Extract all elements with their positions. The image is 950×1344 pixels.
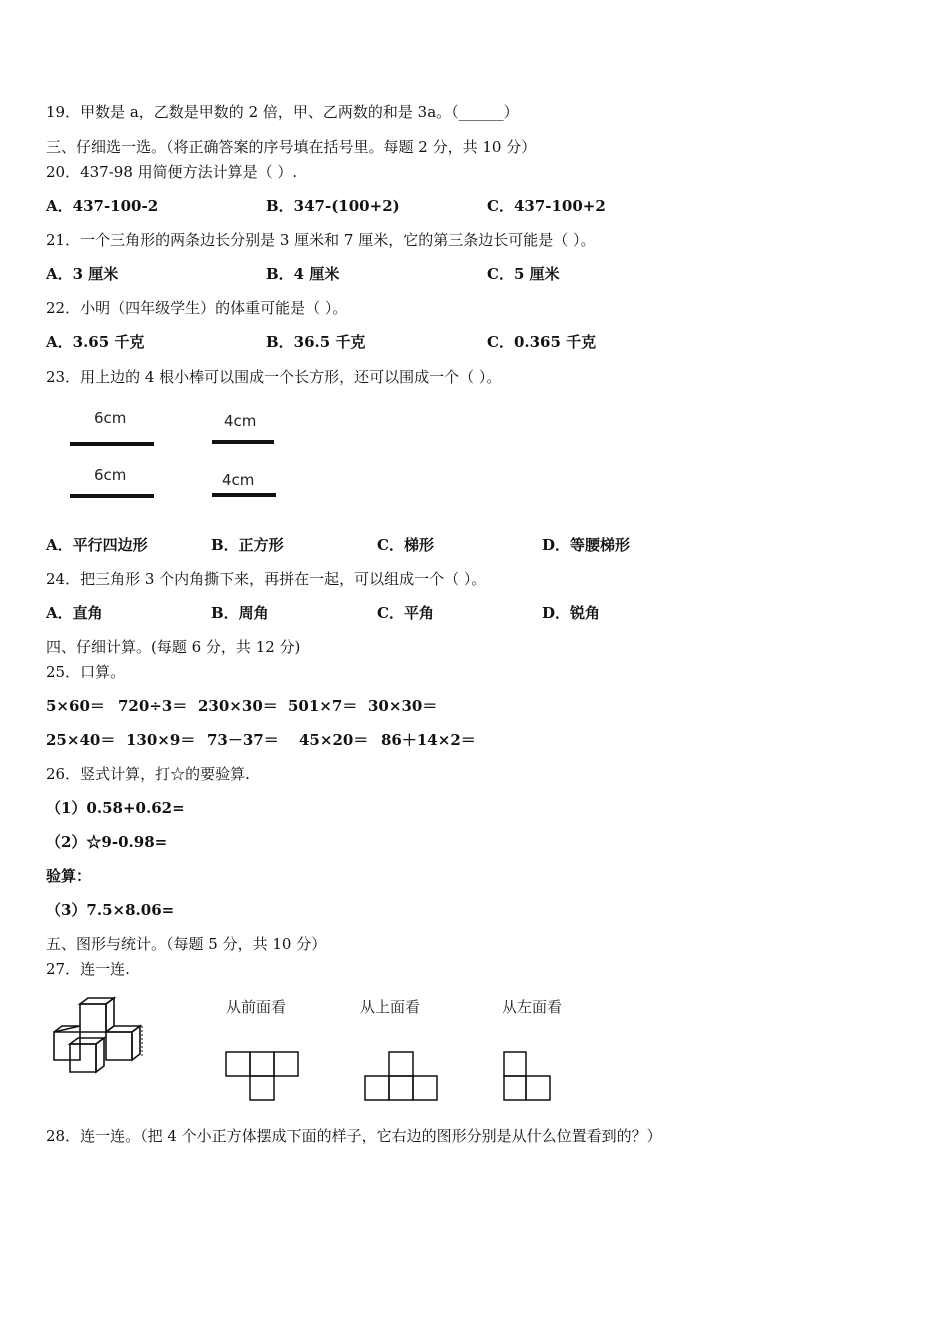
stick-label-4cm-bottom: 4cm [222, 471, 255, 489]
calc-item: 30×30＝ [368, 697, 438, 715]
view-label-top: 从上面看 [360, 998, 421, 1016]
q22-option-b: B．36.5 千克 [266, 333, 366, 351]
q20-option-c: C．437-100+2 [487, 197, 606, 215]
question-28: 28．连一连。（把 4 个小正方体摆成下面的样子，它右边的图形分别是从什么位置看到的？） [46, 1127, 662, 1145]
q22-option-c: C．0.365 千克 [487, 333, 597, 351]
stick-label-6cm-bottom: 6cm [94, 466, 127, 484]
q20-option-b: B．347-(100+2) [266, 197, 400, 215]
left-view-square [526, 1076, 550, 1100]
question-21-stem: 21．一个三角形的两条边长分别是 3 厘米和 7 厘米，它的第三条边长可能是（ ）。 [46, 231, 596, 249]
q22-option-a: A．3.65 千克 [46, 333, 145, 351]
q26-item-3: （3）7.5×8.06= [46, 901, 175, 919]
calc-item: 5×60＝ [46, 697, 105, 715]
left-view-square [504, 1076, 526, 1100]
q24-option-a: A．直角 [46, 604, 103, 622]
section-4-heading: 四、仔细计算。(每题 6 分，共 12 分) [46, 638, 301, 656]
calc-item: 73－37＝ [207, 731, 279, 749]
view-label-front: 从前面看 [226, 998, 287, 1016]
q23-option-c: C．梯形 [377, 536, 434, 554]
question-25-stem: 25．口算。 [46, 663, 126, 681]
q24-option-d: D．锐角 [542, 604, 601, 622]
question-27-stem: 27．连一连. [46, 960, 130, 978]
q21-option-b: B．4 厘米 [266, 265, 340, 283]
question-24-stem: 24．把三角形 3 个内角撕下来，再拼在一起，可以组成一个（ ）。 [46, 570, 487, 588]
calc-item: 130×9＝ [126, 731, 196, 749]
section-3-heading: 三、仔细选一选。（将正确答案的序号填在括号里。每题 2 分，共 10 分） [46, 138, 537, 156]
q21-option-a: A．3 厘米 [46, 265, 119, 283]
view-label-left: 从左面看 [502, 998, 563, 1016]
top-view-square [389, 1076, 413, 1100]
front-view-square [250, 1076, 274, 1100]
sticks-figure [60, 400, 300, 510]
calc-item: 501×7＝ [288, 697, 358, 715]
three-views-figure [222, 994, 582, 1106]
q23-option-a: A．平行四边形 [46, 536, 148, 554]
q24-option-b: B．周角 [211, 604, 269, 622]
calc-item: 230×30＝ [198, 697, 278, 715]
top-view-square [365, 1076, 389, 1100]
calc-item: 86＋14×2＝ [381, 731, 476, 749]
question-22-stem: 22．小明（四年级学生）的体重可能是（ ）。 [46, 299, 348, 317]
top-view-square [413, 1076, 437, 1100]
calc-item: 25×40＝ [46, 731, 116, 749]
front-view-square [274, 1052, 298, 1076]
q26-item-1: （1）0.58+0.62= [46, 799, 185, 817]
q26-item-2: （2）☆9-0.98= [46, 833, 168, 851]
calc-item: 45×20＝ [299, 731, 369, 749]
q21-option-c: C．5 厘米 [487, 265, 560, 283]
section-5-heading: 五、图形与统计。（每题 5 分，共 10 分） [46, 935, 327, 953]
question-26-stem: 26．竖式计算，打☆的要验算. [46, 765, 250, 783]
left-view-square [504, 1052, 526, 1076]
question-20-stem: 20．437-98 用简便方法计算是（ ）. [46, 163, 298, 181]
top-view-square [389, 1052, 413, 1076]
front-view-square [226, 1052, 250, 1076]
q23-option-d: D．等腰梯形 [542, 536, 631, 554]
q26-check-label: 验算： [46, 867, 92, 885]
front-view-square [250, 1052, 274, 1076]
q24-option-c: C．平角 [377, 604, 434, 622]
stick-label-6cm-top: 6cm [94, 409, 127, 427]
cube-stack-figure [48, 994, 158, 1078]
q23-option-b: B．正方形 [211, 536, 284, 554]
stick-label-4cm-top: 4cm [224, 412, 257, 430]
question-19: 19．甲数是 a，乙数是甲数的 2 倍，甲、乙两数的和是 3a。（______） [46, 103, 519, 121]
question-23-stem: 23．用上边的 4 根小棒可以围成一个长方形，还可以围成一个（ ）。 [46, 368, 502, 386]
calc-item: 720÷3＝ [118, 697, 188, 715]
q20-option-a: A．437-100-2 [46, 197, 159, 215]
